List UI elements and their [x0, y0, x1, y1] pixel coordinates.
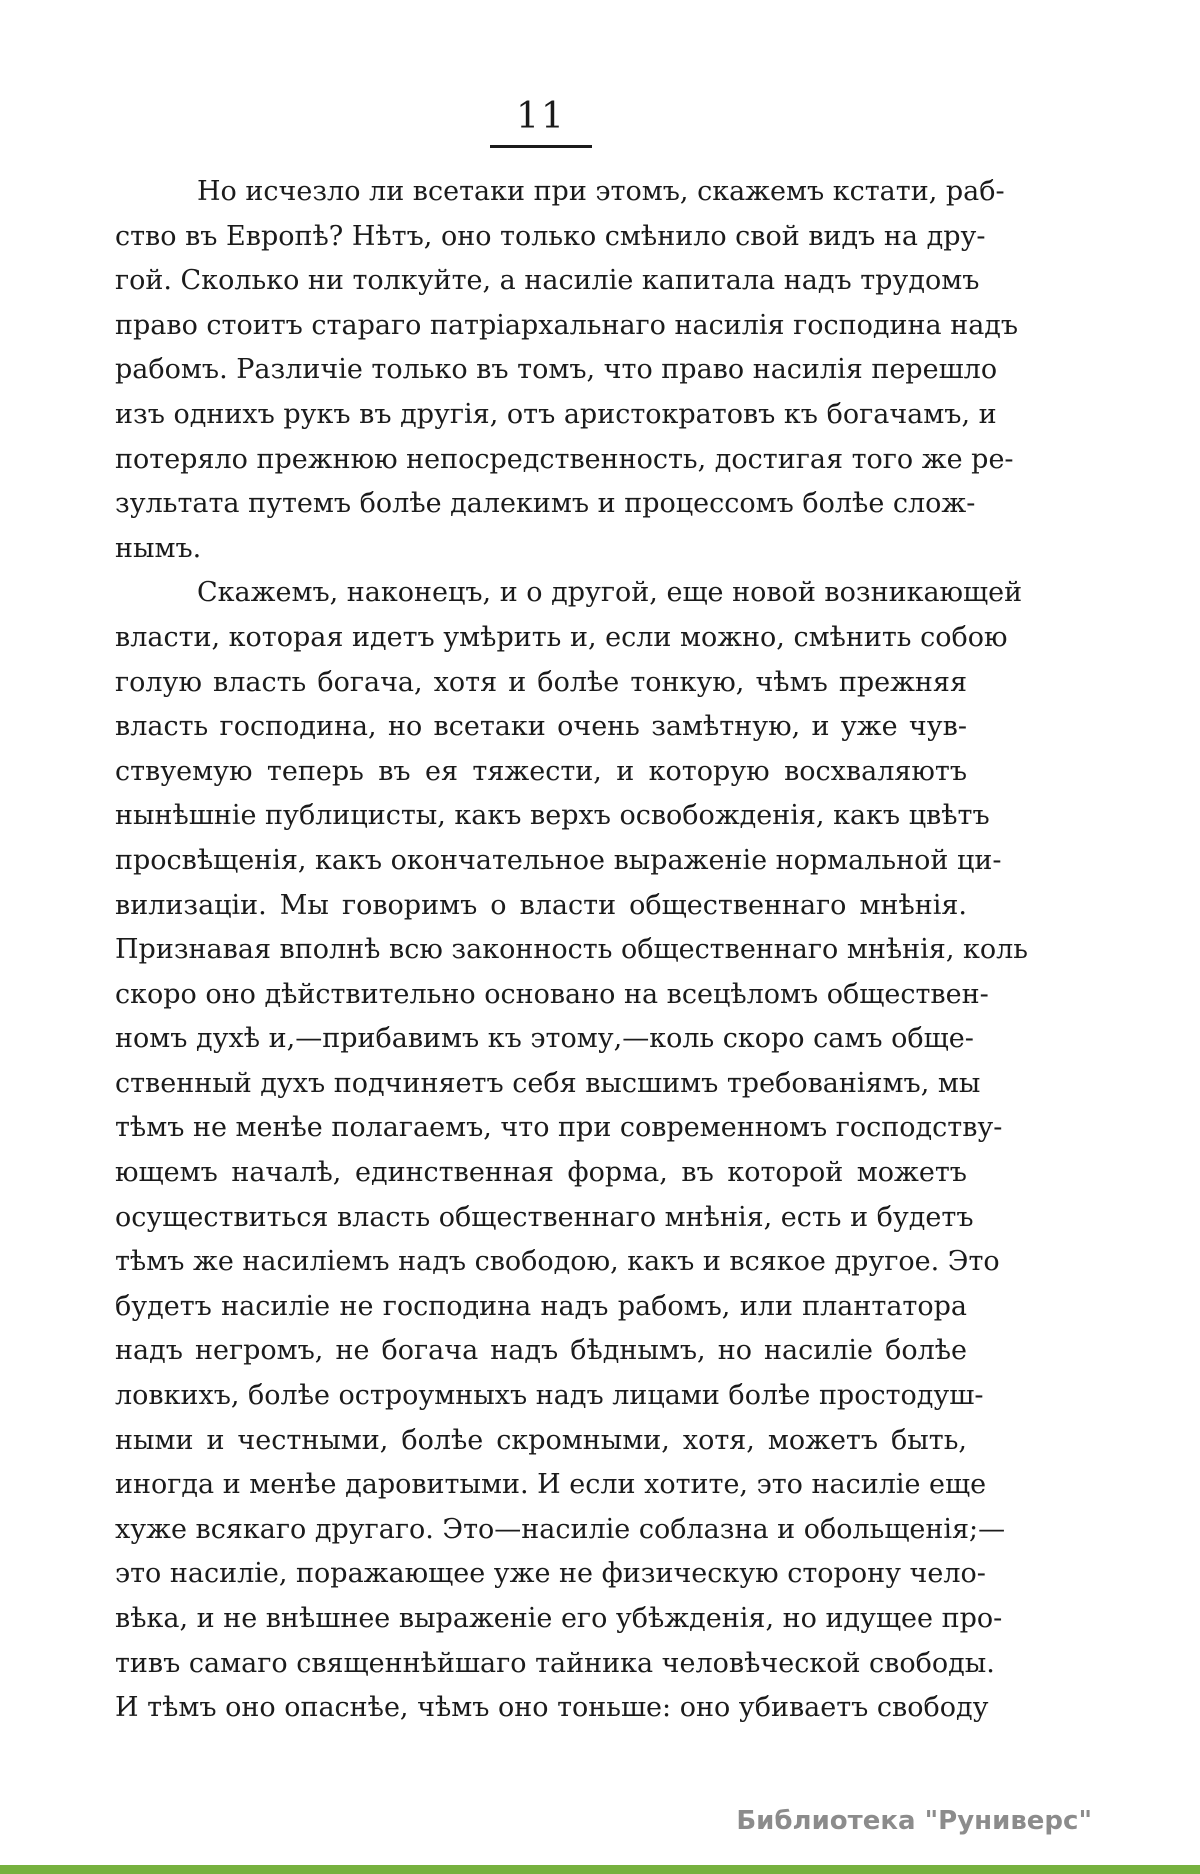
text-line: И тѣмъ оно опаснѣе, чѣмъ оно тоньше: оно убиваетъ свободу: [115, 1692, 989, 1724]
text-line: тѣмъ не менѣе полагаемъ, что при современномъ господству-: [115, 1112, 1003, 1144]
text-line: тивъ самаго священнѣйшаго тайника человѣческой свободы.: [115, 1647, 995, 1679]
text-line: власти, которая идетъ умѣрить и, если можно, смѣнить собою: [115, 621, 1008, 653]
text-line: ство въ Европѣ? Нѣтъ, оно только смѣнило свой видъ на дру-: [115, 220, 986, 252]
text-line: нынѣшніе публицисты, какъ верхъ освобожденія, какъ цвѣтъ: [115, 800, 990, 832]
text-line: Но исчезло ли всетаки при этомъ, скажемъ кстати, раб-: [197, 176, 1005, 207]
text-line: это насиліе, поражающее уже не физическую сторону чело-: [115, 1558, 986, 1590]
text-line: ными и честными, болѣе скромными, хотя, можетъ быть,: [115, 1424, 967, 1456]
text-line: рабомъ. Различіе только въ томъ, что право насилія перешло: [115, 354, 998, 386]
text-line: нымъ.: [115, 532, 202, 564]
text-line: номъ духѣ и,—прибавимъ къ этому,—коль скоро самъ обще-: [115, 1023, 974, 1055]
text-line: гой. Сколько ни толкуйте, а насиліе капитала надъ трудомъ: [115, 265, 980, 297]
footer-bar: [0, 1865, 1200, 1874]
text-line: ловкихъ, болѣе остроумныхъ надъ лицами болѣе простодуш-: [115, 1380, 984, 1412]
text-line: зультата путемъ болѣе далекимъ и процессомъ болѣе слож-: [115, 488, 976, 520]
text-line: скоро оно дѣйствительно основано на всецѣломъ обществен-: [115, 978, 989, 1010]
library-watermark: Библиотека "Руниверс": [736, 1806, 1092, 1836]
text-line: ствуемую теперь въ ея тяжести, и которую восхваляютъ: [115, 755, 967, 787]
text-line: ственный духъ подчиняетъ себя высшимъ требованіямъ, мы: [115, 1067, 981, 1099]
text-line: Признавая вполнѣ всю законность общественнаго мнѣнія, коль: [115, 934, 1028, 966]
text-line: Скажемъ, наконецъ, и о другой, еще новой возникающей: [197, 577, 1023, 609]
page-body-text: [115, 170, 1028, 1731]
text-line: хуже всякаго другаго. Это—насиліе соблазна и обольщенія;—: [115, 1513, 1006, 1545]
text-line: ющемъ началѣ, единственная форма, въ которой можетъ: [115, 1157, 967, 1189]
text-line: вилизаціи. Мы говоримъ о власти общественнаго мнѣнія.: [115, 889, 967, 921]
text-line: будетъ насиліе не господина надъ рабомъ, или плантатора: [115, 1290, 967, 1322]
page-number: 11: [490, 96, 592, 148]
text-line: надъ негромъ, не богача надъ бѣднымъ, но насиліе болѣе: [115, 1335, 967, 1367]
text-line: тѣмъ же насиліемъ надъ свободою, какъ и всякое другое. Это: [115, 1246, 1000, 1278]
text-line: изъ однихъ рукъ въ другія, отъ аристократовъ къ богачамъ, и: [115, 398, 997, 430]
text-line: власть господина, но всетаки очень замѣтную, и уже чув-: [115, 711, 967, 743]
text-line: просвѣщенія, какъ окончательное выраженіе нормальной ци-: [115, 844, 1002, 876]
page-header: [115, 96, 967, 148]
text-line: потеряло прежнюю непосредственность, достигая того же ре-: [115, 443, 1014, 475]
text-line: иногда и менѣе даровитыми. И если хотите, это насиліе еще: [115, 1469, 987, 1501]
text-line: голую власть богача, хотя и болѣе тонкую, чѣмъ прежняя: [115, 666, 967, 698]
text-line: осуществиться власть общественнаго мнѣнія, есть и будетъ: [115, 1201, 974, 1233]
text-line: вѣка, и не внѣшнее выраженіе его убѣжденія, но идущее про-: [115, 1603, 1003, 1634]
text-line: право стоитъ стараго патріархальнаго насилія господина надъ: [115, 309, 1019, 341]
